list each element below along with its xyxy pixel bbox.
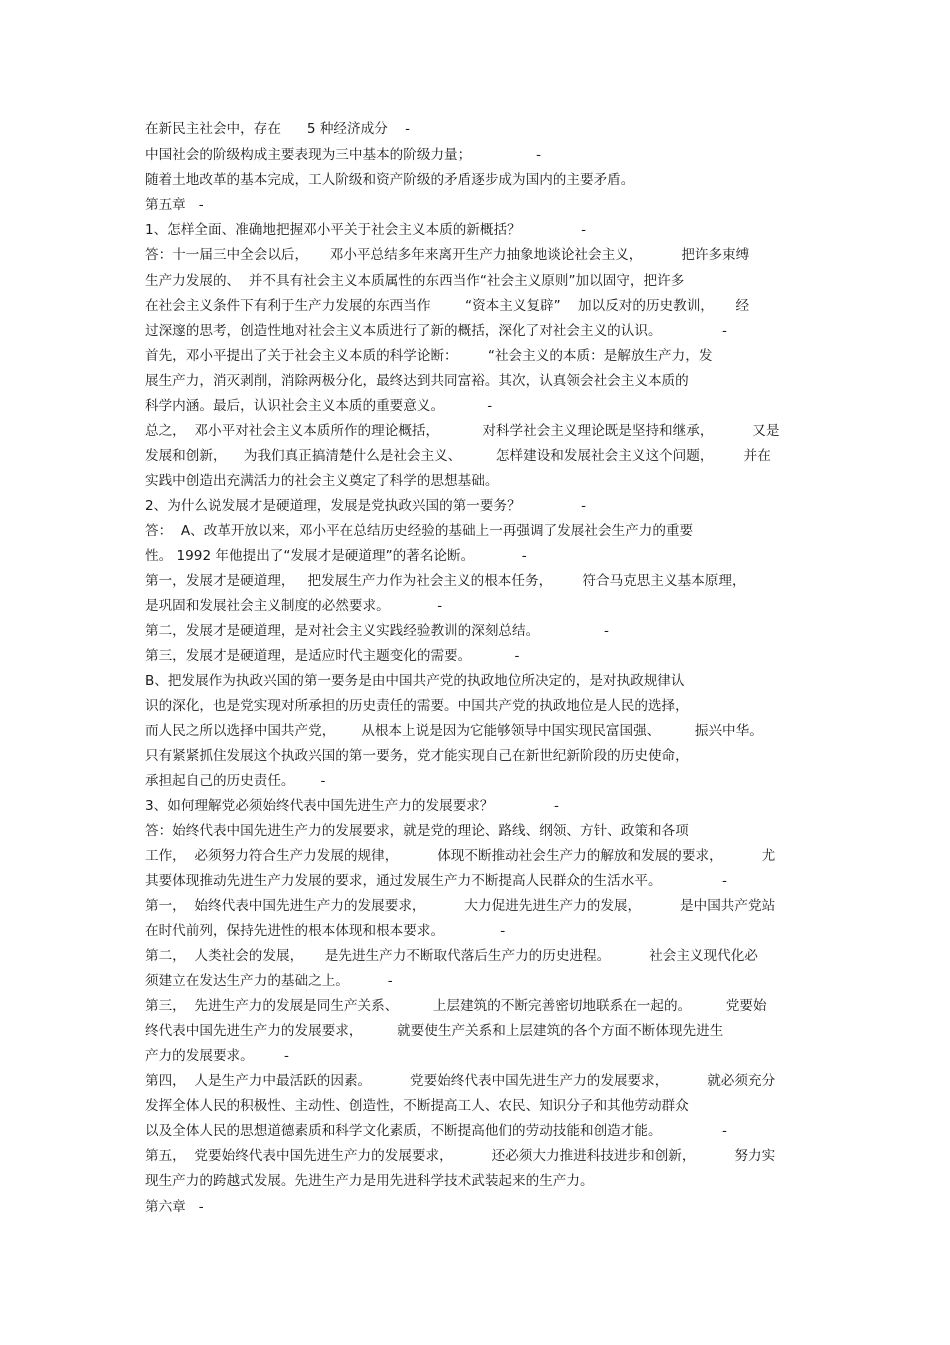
text-line: 识的深化，也是党实现对所承担的历史责任的需要。中国共产党的执政地位是人民的选择， bbox=[145, 698, 689, 714]
text-line: 过深邃的思考，创造性地对社会主义本质进行了新的概括，深化了对社会主义的认识。 - bbox=[145, 323, 727, 339]
text-line: 科学内涵。最后，认识社会主义本质的重要意义。 - bbox=[145, 398, 493, 414]
text-line: 终代表中国先进生产力的发展要求， 就要使生产关系和上层建筑的各个方面不断体现先进生 bbox=[145, 1023, 724, 1039]
text-line: 实践中创造出充满活力的社会主义奠定了科学的思想基础。 bbox=[145, 473, 499, 489]
text-line: 总之， 邓小平对社会主义本质所作的理论概括， 对科学社会主义理论既是坚持和继承， 又是 bbox=[145, 423, 780, 439]
text-line: B、把发展作为执政兴国的第一要务是由中国共产党的执政地位所决定的，是对执政规律认 bbox=[145, 673, 685, 689]
text-line: 展生产力，消灭剥削，消除两极分化，最终达到共同富裕。其次，认真领会社会主义本质的 bbox=[145, 373, 689, 389]
text-line: 产力的发展要求。 - bbox=[145, 1048, 289, 1064]
text-line: 而人民之所以选择中国共产党， 从根本上说是因为它能够领导中国实现民富国强、 振兴中华。 bbox=[145, 723, 763, 739]
text-line: 发挥全体人民的积极性、主动性、创造性，不断提高工人、农民、知识分子和其他劳动群众 bbox=[145, 1098, 689, 1114]
text-line: 第三，发展才是硬道理，是适应时代主题变化的需要。 - bbox=[145, 648, 520, 664]
text-line: 在新民主社会中，存在 5 种经济成分 - bbox=[145, 121, 410, 137]
text-line: 承担起自己的历史责任。 - bbox=[145, 773, 326, 789]
text-line: 2、为什么说发展才是硬道理，发展是党执政兴国的第一要务？ - bbox=[145, 498, 587, 514]
text-line: 答： A、改革开放以来，邓小平在总结历史经验的基础上一再强调了发展社会生产力的重要 bbox=[145, 523, 694, 539]
text-line: 以及全体人民的思想道德素质和科学文化素质，不断提高他们的劳动技能和创造才能。 - bbox=[145, 1123, 727, 1139]
text-line: 须建立在发达生产力的基础之上。 - bbox=[145, 973, 393, 989]
text-line: 3、如何理解党必须始终代表中国先进生产力的发展要求？ - bbox=[145, 798, 559, 814]
text-line: 第一，发展才是硬道理， 把发展生产力作为社会主义的根本任务， 符合马克思主义基本原理， bbox=[145, 573, 746, 589]
text-line: 随着土地改革的基本完成，工人阶级和资产阶级的矛盾逐步成为国内的主要矛盾。 bbox=[145, 172, 635, 188]
text-line: 工作， 必须努力符合生产力发展的规律， 体现不断推动社会生产力的解放和发展的要求， 尤 bbox=[145, 848, 776, 864]
text-line: 第四， 人是生产力中最活跃的因素。 党要始终代表中国先进生产力的发展要求， 就必须充分 bbox=[145, 1073, 776, 1089]
text-line: 生产力发展的、 并不具有社会主义本质属性的东西当作“社会主义原则”加以固守，把许多 bbox=[145, 273, 685, 289]
text-line: 性。 1992 年他提出了“发展才是硬道理”的著名论断。 - bbox=[145, 548, 527, 564]
text-line: 其要体现推动先进生产力发展的要求，通过发展生产力不断提高人民群众的生活水平。 - bbox=[145, 873, 727, 889]
text-line: 答：十一届三中全会以后， 邓小平总结多年来离开生产力抽象地谈论社会主义， 把许多束缚 bbox=[145, 247, 750, 263]
text-line: 第五， 党要始终代表中国先进生产力的发展要求， 还必须大力推进科技进步和创新， 努力实 bbox=[145, 1148, 776, 1164]
text-line: 答：始终代表中国先进生产力的发展要求，就是党的理论、路线、纲领、方针、政策和各项 bbox=[145, 823, 689, 839]
text-line: 发展和创新， 为我们真正搞清楚什么是社会主义、 怎样建设和发展社会主义这个问题， 并在 bbox=[145, 448, 771, 464]
text-line: 是巩固和发展社会主义制度的必然要求。 - bbox=[145, 598, 443, 614]
text-line: 第三， 先进生产力的发展是同生产关系、 上层建筑的不断完善密切地联系在一起的。 党要始 bbox=[145, 998, 767, 1014]
text-line: 1、怎样全面、准确地把握邓小平关于社会主义本质的新概括？ - bbox=[145, 222, 587, 238]
text-line: 首先，邓小平提出了关于社会主义本质的科学论断： “社会主义的本质：是解放生产力，发 bbox=[145, 348, 713, 364]
text-line: 第二，发展才是硬道理，是对社会主义实践经验教训的深刻总结。 - bbox=[145, 623, 609, 639]
text-line: 第二， 人类社会的发展， 是先进生产力不断取代落后生产力的历史进程。 社会主义现代化必 bbox=[145, 948, 758, 964]
text-line: 在时代前列，保持先进性的根本体现和根本要求。 - bbox=[145, 923, 506, 939]
text-line: 第五章 - bbox=[145, 197, 204, 213]
text-line: 在社会主义条件下有利于生产力发展的东西当作 “资本主义复辟” 加以反对的历史教训， 经 bbox=[145, 298, 750, 314]
text-line: 第一， 始终代表中国先进生产力的发展要求， 大力促进先进生产力的发展， 是中国共产党站 bbox=[145, 898, 776, 914]
text-line: 现生产力的跨越式发展。先进生产力是用先进科学技术武装起来的生产力。 bbox=[145, 1173, 594, 1189]
text-line: 只有紧紧抓住发展这个执政兴国的第一要务，党才能实现自己在新世纪新阶段的历史使命， bbox=[145, 748, 689, 764]
text-line: 中国社会的阶级构成主要表现为三中基本的阶级力量； - bbox=[145, 147, 541, 163]
text-line: 第六章 - bbox=[145, 1199, 204, 1215]
